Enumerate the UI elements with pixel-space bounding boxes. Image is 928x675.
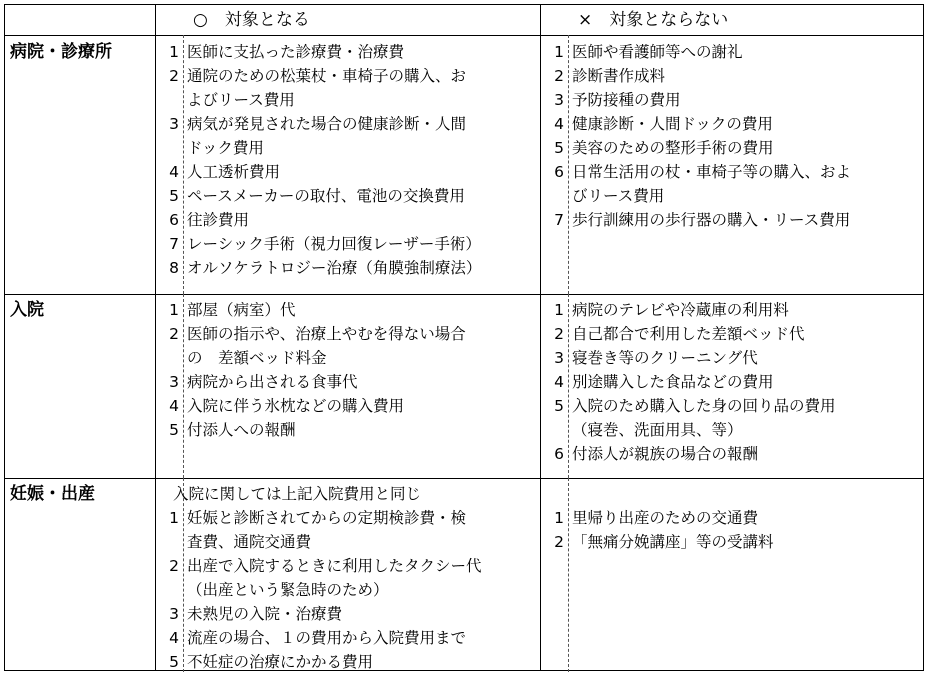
medical-expense-table [4,4,924,671]
list-item: 人工透析費用 [187,163,281,181]
cross-mark: × [578,10,593,30]
item-number: 6 [554,445,564,463]
list-item: 自己都合で利用した差額ベッド代 [572,325,805,343]
list-item: 往診費用 [187,211,250,229]
list-item: 流産の場合、１の費用から入院費用まで [187,629,467,647]
list-item-continued: （寝巻、洗面用具、等） [572,421,743,439]
item-number: 2 [169,557,179,575]
list-item: 妊娠と診断されてからの定期検診費・検 [187,509,467,527]
item-number: 1 [554,301,564,319]
item-number: 1 [554,43,564,61]
item-number: 8 [169,259,179,277]
covered-intro-note: 入院に関しては上記入院費用と同じ [173,485,422,503]
item-number: 5 [169,421,179,439]
item-number: 1 [169,509,179,527]
list-item: 入院のため購入した身の回り品の費用 [572,397,836,415]
list-item: 部屋（病室）代 [187,301,296,319]
category-hospital: 病院・診療所 [10,42,112,62]
number-guide-line [568,35,569,294]
list-item: オルソケラトロジー治療（角膜強制療法） [187,259,482,277]
list-item: 医師の指示や、治療上やむを得ない場合 [187,325,466,343]
row-divider [5,294,923,295]
list-item: 日常生活用の杖・車椅子等の購入、およ [572,163,852,181]
list-item: 医師や看護師等への謝礼 [572,43,743,61]
item-number: 2 [554,67,564,85]
item-number: 2 [554,325,564,343]
item-number: 5 [554,397,564,415]
item-number: 1 [169,301,179,319]
item-number: 5 [554,139,564,157]
list-item: 未熟児の入院・治療費 [187,605,343,623]
item-number: 4 [554,373,564,391]
item-number: 3 [169,605,179,623]
list-item: 里帰り出産のための交通費 [572,509,759,527]
number-guide-line [568,294,569,478]
number-guide-line [568,478,569,672]
list-item: 健康診断・人間ドックの費用 [572,115,773,133]
category-pregnancy: 妊娠・出産 [10,484,95,504]
list-item-continued: ドック費用 [187,139,264,157]
row-divider [5,35,923,36]
list-item: 病院のテレビや冷蔵庫の利用料 [572,301,789,319]
category-inpatient: 入院 [10,300,44,320]
item-number: 2 [169,67,179,85]
item-number: 3 [169,115,179,133]
list-item: 医師に支払った診療費・治療費 [187,43,405,61]
column-divider [155,5,156,670]
item-number: 7 [169,235,179,253]
list-item: 出産で入院するときに利用したタクシー代 [187,557,482,575]
number-guide-line [183,478,184,672]
list-item-continued: びリース費用 [572,187,665,205]
item-number: 3 [554,91,564,109]
item-number: 5 [169,187,179,205]
header-excluded-label: 対象とならない [609,10,729,30]
list-item: 付添人が親族の場合の報酬 [572,445,759,463]
list-item-continued: （出産という緊急時のため） [187,581,389,599]
list-item: レーシック手術（視力回復レーザー手術） [187,235,481,253]
item-number: 4 [169,163,179,181]
list-item: 診断書作成料 [572,67,666,85]
list-item: 「無痛分娩講座」等の受講料 [572,533,774,551]
list-item: 病気が発見された場合の健康診断・人間 [187,115,467,133]
circle-mark: ○ [193,10,208,30]
list-item: 病院から出される食事代 [187,373,358,391]
item-number: 3 [169,373,179,391]
list-item: 別途購入した食品などの費用 [572,373,774,391]
list-item: 美容のための整形手術の費用 [572,139,774,157]
item-number: 4 [169,629,179,647]
list-item: 不妊症の治療にかかる費用 [187,653,374,671]
item-number: 4 [554,115,564,133]
list-item: 通院のための松葉杖・車椅子の購入、お [187,67,467,85]
item-number: 6 [554,163,564,181]
list-item: 予防接種の費用 [572,91,681,109]
item-number: 5 [169,653,179,671]
item-number: 2 [554,533,564,551]
number-guide-line [183,35,184,294]
list-item: 入院に伴う氷枕などの購入費用 [187,397,405,415]
item-number: 3 [554,349,564,367]
list-item: 歩行訓練用の歩行器の購入・リース費用 [572,211,851,229]
row-divider [5,478,923,479]
item-number: 6 [169,211,179,229]
item-number: 7 [554,211,564,229]
header-covered-label: 対象となる [224,10,310,30]
column-divider [540,5,541,670]
item-number: 4 [169,397,179,415]
list-item: 寝巻き等のクリーニング代 [572,349,758,367]
header-excluded [578,5,728,35]
item-number: 1 [554,509,564,527]
item-number: 1 [169,43,179,61]
list-item-continued: の 差額ベッド料金 [187,349,327,367]
number-guide-line [183,294,184,478]
list-item-continued: 査費、通院交通費 [187,533,312,551]
list-item-continued: よびリース費用 [187,91,295,109]
list-item: 付添人への報酬 [187,421,296,439]
list-item: ペースメーカーの取付、電池の交換費用 [187,187,465,205]
header-covered [193,5,310,35]
item-number: 2 [169,325,179,343]
